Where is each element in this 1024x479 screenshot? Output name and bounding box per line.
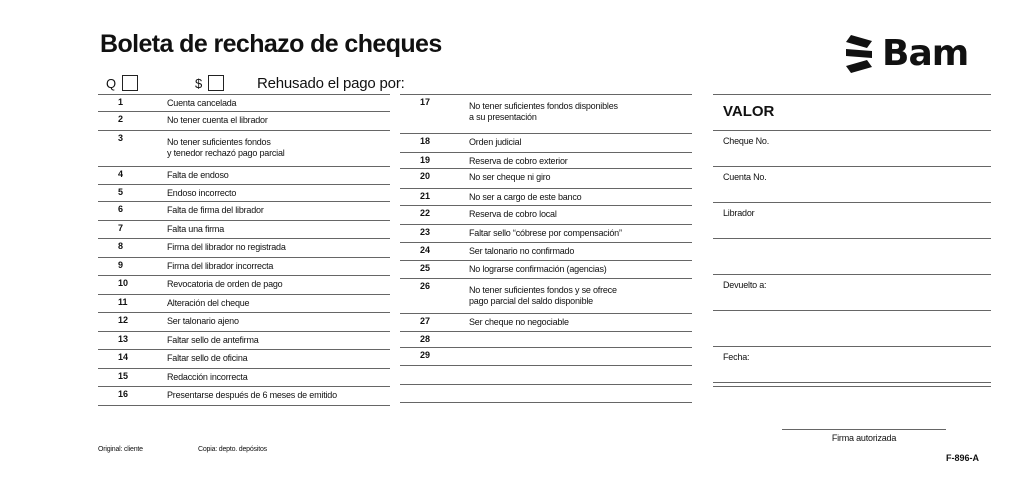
value-field-row[interactable] — [713, 166, 991, 202]
reason-number: 6 — [118, 204, 124, 214]
reason-row — [98, 332, 390, 350]
reason-number: 14 — [118, 352, 129, 362]
reason-number: 22 — [420, 208, 431, 218]
reason-row — [400, 206, 692, 225]
reason-text: Ser talonario no confirmado — [469, 246, 575, 256]
reason-text: Faltar sello “cóbrese por compensación” — [469, 228, 622, 238]
reason-text: Reserva de cobro local — [469, 209, 557, 219]
reason-text: Orden judicial — [469, 137, 522, 147]
reason-number: 5 — [118, 187, 124, 197]
bam-stripes-icon — [842, 35, 876, 73]
reason-number: 18 — [420, 136, 431, 146]
reason-number: 9 — [118, 260, 124, 270]
reason-row — [98, 369, 390, 387]
brand-name: Bam — [882, 33, 969, 74]
reason-row — [400, 279, 692, 314]
currency-quetzal[interactable] — [106, 73, 138, 93]
reason-number: 8 — [118, 241, 124, 251]
reason-row — [400, 225, 692, 243]
value-field-label: Cuenta No. — [723, 172, 767, 182]
value-field-row[interactable] — [713, 238, 991, 274]
reason-number: 2 — [118, 114, 124, 124]
reason-text: No tener cuenta el librador — [167, 115, 268, 125]
reason-number: 1 — [118, 97, 124, 107]
reason-text: Falta de firma del librador — [167, 205, 264, 215]
reason-number: 12 — [118, 315, 129, 325]
quetzal-label: Q — [106, 75, 117, 91]
reason-number: 3 — [118, 133, 124, 143]
reason-row — [400, 261, 692, 279]
reason-number: 13 — [118, 334, 129, 344]
reason-number: 17 — [420, 97, 431, 107]
reason-row — [98, 258, 390, 276]
reason-number: 21 — [420, 191, 431, 201]
value-field-label: Librador — [723, 208, 755, 218]
reason-row — [400, 153, 692, 169]
footer-original: Original: cliente — [98, 446, 143, 453]
reason-number: 23 — [420, 227, 431, 237]
reason-row — [98, 387, 390, 406]
value-title-row — [713, 94, 991, 130]
reason-text: No ser a cargo de este banco — [469, 192, 582, 202]
reason-text: No tener suficientes fondos disponibles a su presentación — [469, 101, 618, 122]
signature-label: Firma autorizada — [831, 433, 897, 443]
value-title: VALOR — [723, 103, 775, 120]
reason-number: 25 — [420, 263, 431, 273]
reason-text: Faltar sello de antefirma — [167, 335, 259, 345]
reason-row — [400, 169, 692, 189]
value-field-row[interactable] — [713, 274, 991, 310]
value-field-label: Cheque No. — [723, 136, 770, 146]
value-field-row[interactable] — [713, 310, 991, 346]
reason-number: 4 — [118, 169, 124, 179]
reason-row — [98, 94, 390, 112]
reason-row — [98, 313, 390, 332]
reason-text: Presentarse después de 6 meses de emitido — [167, 390, 337, 400]
value-field-label: Devuelto a: — [723, 280, 767, 290]
reason-row — [400, 314, 692, 332]
reason-number: 11 — [118, 297, 128, 307]
currency-dollar[interactable] — [195, 73, 224, 93]
refused-label: Rehusado el pago por: — [257, 74, 405, 92]
reason-row — [98, 295, 390, 313]
reason-number: 29 — [420, 350, 431, 360]
reason-number: 7 — [118, 223, 124, 233]
reason-number: 19 — [420, 155, 431, 165]
reason-number: 28 — [420, 334, 431, 344]
reason-text: No lograrse confirmación (agencias) — [469, 264, 607, 274]
reason-row — [98, 131, 390, 167]
reason-text: Reserva de cobro exterior — [469, 156, 568, 166]
reason-row — [98, 221, 390, 239]
reason-text: Cuenta cancelada — [167, 98, 237, 108]
reason-number: 15 — [118, 371, 129, 381]
value-field-label: Fecha: — [723, 352, 750, 362]
reason-row — [400, 332, 692, 348]
reason-number: 10 — [118, 278, 129, 288]
dollar-checkbox[interactable] — [208, 75, 224, 91]
reason-row — [98, 167, 390, 185]
reason-text: Redacción incorrecta — [167, 372, 248, 382]
form-title: Boleta de rechazo de cheques — [100, 30, 442, 58]
reason-text: Falta de endoso — [167, 170, 229, 180]
reason-number: 24 — [420, 245, 431, 255]
reason-row — [400, 348, 692, 366]
reason-row — [98, 276, 390, 295]
reason-row — [98, 185, 390, 202]
brand-logo — [842, 34, 968, 74]
signature-line — [782, 429, 946, 430]
reason-number: 27 — [420, 316, 431, 326]
reason-text: Ser cheque no negociable — [469, 317, 569, 327]
reason-text: No tener suficientes fondos y tenedor rechazó pago parcial — [167, 137, 285, 158]
reason-row — [98, 350, 390, 369]
reason-text: No ser cheque ni giro — [469, 172, 551, 182]
reason-number: 26 — [420, 281, 431, 291]
reason-row — [400, 94, 692, 134]
reason-row — [98, 239, 390, 258]
reason-text: Firma del librador no registrada — [167, 242, 286, 252]
reason-text: Revocatoria de orden de pago — [167, 279, 283, 289]
quetzal-checkbox[interactable] — [122, 75, 138, 91]
reason-row — [400, 366, 692, 385]
reason-text: No tener suficientes fondos y se ofrece pago parcial del saldo disponible — [469, 285, 617, 306]
reason-row — [400, 243, 692, 261]
reason-text: Firma del librador incorrecta — [167, 261, 274, 271]
footer-copy: Copia: depto. depósitos — [198, 446, 267, 453]
reason-text: Endoso incorrecto — [167, 188, 237, 198]
reason-row — [400, 385, 692, 403]
reason-text: Falta una firma — [167, 224, 225, 234]
reason-text: Faltar sello de oficina — [167, 353, 248, 363]
reason-text: Alteración del cheque — [167, 298, 250, 308]
reason-row — [98, 202, 390, 221]
dollar-label: $ — [195, 75, 203, 91]
reason-text: Ser talonario ajeno — [167, 316, 239, 326]
form-code: F-896-A — [946, 453, 980, 463]
reason-row — [400, 189, 692, 206]
value-field-row[interactable] — [713, 346, 991, 382]
value-field-row[interactable] — [713, 130, 991, 166]
reasons-table-left — [98, 94, 390, 426]
value-field-row[interactable] — [713, 202, 991, 238]
reason-row — [400, 134, 692, 153]
reason-number: 16 — [118, 389, 129, 399]
reason-number: 20 — [420, 171, 431, 181]
reasons-table-right — [400, 94, 692, 426]
reason-row — [98, 112, 390, 131]
value-bottom-line — [713, 386, 991, 387]
